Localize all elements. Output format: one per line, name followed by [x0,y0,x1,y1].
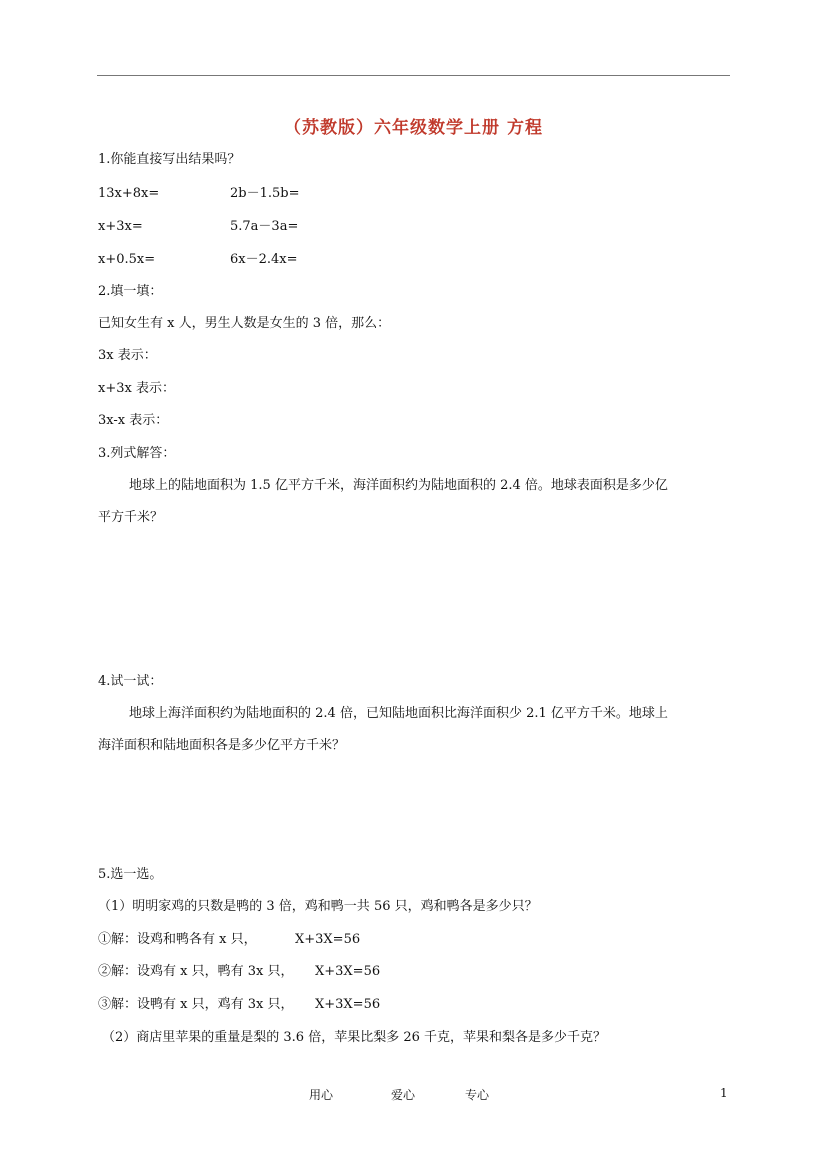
q5-heading: 5.选一选。 [98,867,163,882]
q2-item-1: 3x 表示： [98,348,157,363]
q1-row-2-right: 5.7a－3a= [230,219,299,234]
q5-option-1-label: ①解：设鸡和鸭各有 x 只， [98,932,257,947]
q1-row-3-left: x+0.5x= [98,252,156,267]
q5-sub-question-1: （1）明明家鸡的只数是鸭的 3 倍，鸡和鸭一共 56 只，鸡和鸭各是多少只？ [98,899,538,914]
q3-heading: 3.列式解答： [98,446,176,461]
q1-row-3-right: 6x－2.4x= [230,252,298,267]
q1-row-1-right: 2b－1.5b= [230,186,300,201]
q3-problem-line-1: 地球上的陆地面积为 1.5 亿平方千米，海洋面积约为陆地面积的 2.4 倍。地球表面积是多少亿 [129,478,668,493]
page-title: （苏教版）六年级数学上册 方程 [284,118,543,138]
q5-option-1-equation: X+3X=56 [295,932,361,947]
footer-text-3: 专心 [465,1088,490,1102]
q1-row-1-left: 13x+8x= [98,186,160,201]
q2-item-2: x+3x 表示： [98,381,175,396]
footer-text-2: 爱心 [391,1088,416,1102]
q3-problem-line-2: 平方千米？ [98,510,164,525]
footer-text-1: 用心 [309,1088,334,1102]
q5-option-3-equation: X+3X=56 [315,997,381,1012]
page-number: 1 [720,1086,728,1100]
q2-heading: 2.填一填： [98,284,163,299]
q5-sub-question-2: （2）商店里苹果的重量是梨的 3.6 倍，苹果比梨多 26 千克，苹果和梨各是多少千克？ [102,1030,607,1045]
q1-row-2-left: x+3x= [98,219,143,234]
q2-item-3: 3x-x 表示： [98,413,169,428]
q4-heading: 4.试一试： [98,674,163,689]
q4-problem-line-2: 海洋面积和陆地面积各是多少亿平方千米？ [98,738,346,753]
q5-option-2-label: ②解：设鸡有 x 只，鸭有 3x 只， [98,964,294,979]
q5-option-3-label: ③解：设鸭有 x 只，鸡有 3x 只， [98,997,294,1012]
header-rule [97,75,730,76]
q4-problem-line-1: 地球上海洋面积约为陆地面积的 2.4 倍，已知陆地面积比海洋面积少 2.1 亿平方千米。地球上 [129,706,668,721]
q1-heading: 1.你能直接写出结果吗？ [98,152,241,167]
q2-intro: 已知女生有 x 人，男生人数是女生的 3 倍，那么： [98,316,391,331]
q5-option-2-equation: X+3X=56 [315,964,381,979]
